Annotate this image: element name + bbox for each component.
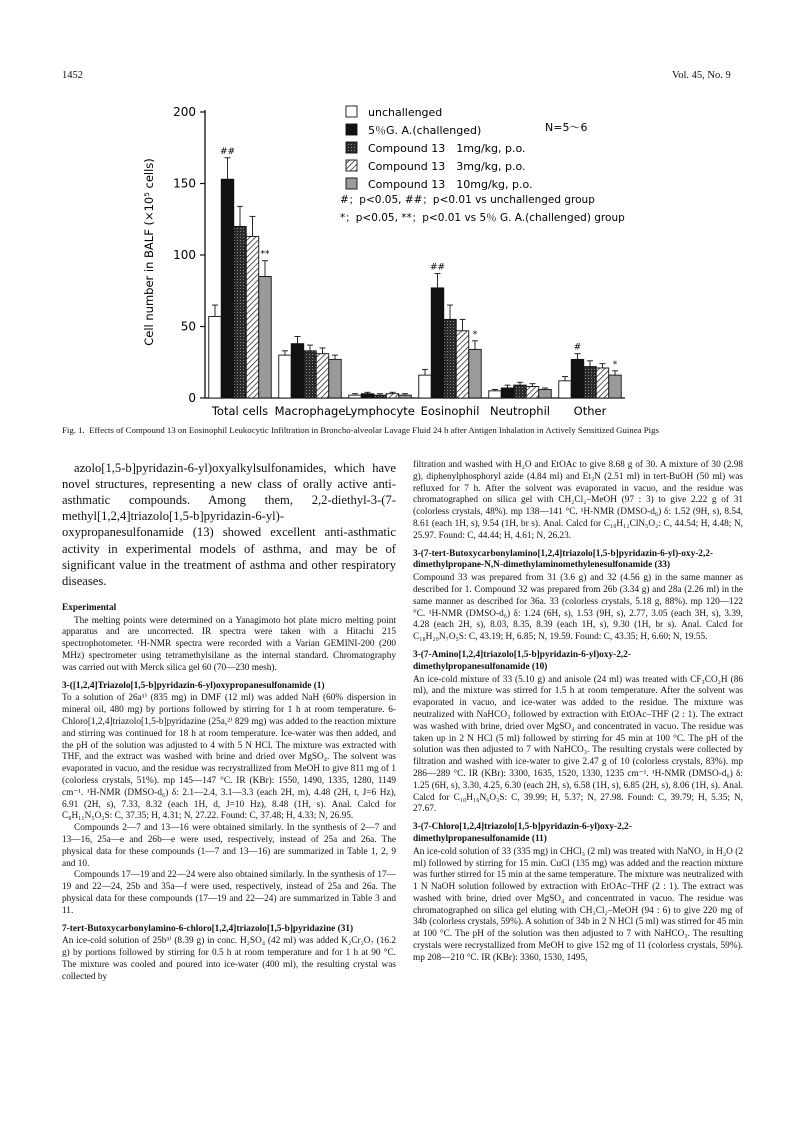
bar [246, 236, 259, 398]
compound-11-paragraph: An ice-cold solution of 33 (335 mg) in CHCl₃ (2 ml) was treated with NaNO₂ in H₂O (2 ml) followed by stirring for 15 min. CuCl (135 mg) was added and the reaction mixture was further stirred for 15 min at the same temperature. The mixture was neutralized with 1 N NaOH solution followed by extraction with EtOAc–THF (2 : 1). The extract was washed with brine, dried over MgSO₄ and concentrated in vacuo. The residue was chromatographed on silica gel eluting with CH₂Cl₂–MeOH (94 : 6) to give 220 mg of 34b (colorless crystals, 59%). A solution of 34b in 2 N HCl (5 ml) was stirred for 45 min at 100 °C. The pH of the solution was then adjusted to 7 with NaHCO₃. The resulting crystals were recrystallized from MeOH to give 152 mg of 11 (colorless crystals, 59%). mp 208—210 °C. IR (KBr): 3360, 1530, 1495, [413, 846, 744, 963]
significance-mark: # [573, 342, 582, 353]
category-label: Macrophage [274, 404, 346, 418]
bar [329, 359, 342, 398]
significance-mark: ## [429, 262, 446, 273]
significance-mark: * [472, 329, 478, 340]
significance-note-2: *；p<0.05, **；p<0.01 vs 5％ G. A.(challenged) group [340, 212, 625, 224]
category-label: Total cells [211, 404, 269, 418]
bar [304, 351, 317, 398]
bar [526, 387, 539, 398]
y-axis-label: Cell number in BALF (×10⁵ cells) [142, 158, 156, 346]
left-column [62, 460, 396, 984]
bar [291, 344, 304, 398]
bar [234, 226, 247, 398]
bar [316, 354, 329, 398]
bar [456, 331, 469, 398]
compound-33-heading: 3-(7-tert-Butoxycarbonylamino[1,2,4]triazolo[1,5-b]pyridazin-6-yl)-oxy-2,2-dimethylpropane-N,N-dimethylaminomethylenesulfonamide (33) [413, 548, 714, 571]
compounds-2-16-paragraph: Compounds 2—7 and 13—16 were obtained similarly. In the synthesis of 2—7 and 13—16, 25a—e and 26b—e were used, respectively, instead of 25a and 26a. The physical data for these compounds (1—7 and 13—16) are summarized in Table 1, 2, 9 and 10. [62, 823, 396, 869]
compound-31-paragraph: An ice-cold solution of 25b³⁾ (8.39 g) in conc. H₂SO₄ (42 ml) was added K₂Cr₂O₇ (16.2 g) by portions followed by stirring for 0.5 h at room temperature and for 1 h at 90 °C. The mixture was cooled and poured into ice-water (400 ml), the resulting crystal was collected by [62, 936, 396, 982]
abstract-tail: azolo[1,5-b]pyridazin-6-yl)oxyalkylsulfonamides, which have novel structures, representing a new class of orally active anti-asthmatic compounds. Among them, 2,2-diethyl-3-(7-methyl[1,2,4]triazolo[1,5-b]pyridazin-6-yl)-oxypropanesulfonamide (13) showed excellent anti-asthmatic activity in experimental models of asthma, and may be of significant value in the treatment of asthma and other respiratory diseases. [62, 461, 396, 588]
bar [584, 367, 597, 398]
bar [221, 179, 234, 398]
bar [259, 276, 272, 398]
bar [596, 368, 609, 398]
n-note: N=5～6 [545, 121, 588, 134]
y-tick-label: 150 [173, 176, 196, 191]
significance-mark: ** [260, 249, 270, 260]
figure-caption [62, 425, 742, 436]
legend-swatch [346, 124, 357, 135]
bar [571, 359, 584, 398]
right-column [413, 460, 743, 965]
experimental-paragraph: The melting points were determined on a Yanagimoto hot plate micro melting point apparatus and are uncorrected. IR spectra were taken with a Hitachi 215 spectrophotometer. ¹H-NMR spectra were recorded with a Varian GEMINI-200 (200 MHz) spectrometer using tetramethylsilane as the internal standard. Chromatography was carried out with Merck silica gel 60 (70—230 mesh). [62, 615, 396, 673]
significance-note-1: #；p<0.05, ##；p<0.01 vs unchallenged group [340, 194, 595, 206]
compound-1-heading: 3-([1,2,4]Triazolo[1,5-b]pyridazin-6-yl)oxypropanesulfonamide (1) [62, 680, 325, 691]
category-label: Eosinophil [420, 404, 480, 418]
legend-entry: Compound 13 3mg/kg, p.o. [368, 160, 526, 173]
category-label: Other [573, 404, 607, 418]
legend-swatch [346, 106, 357, 117]
bar [501, 388, 514, 398]
bar [559, 381, 572, 398]
bar [419, 375, 432, 398]
bar [399, 395, 412, 398]
legend-swatch [346, 160, 357, 171]
bar [361, 394, 374, 398]
bar [489, 391, 502, 398]
y-tick-label: 200 [173, 105, 196, 119]
bar [349, 395, 362, 398]
bar [539, 389, 552, 398]
legend-entry: Compound 13 1mg/kg, p.o. [368, 142, 526, 155]
compound-33-paragraph: Compound 33 was prepared from 31 (3.6 g) and 32 (4.56 g) in the same manner as described for 1. Compound 32 was prepared from 26b (3.34 g) and 28a (2.26 ml) in the same manner as described for 36a. 33 (colorless crystals, 5.18 g, 88%). mp 120—122 °C. ¹H-NMR (DMSO-d₆) δ: 1.24 (6H, s), 1.53 (9H, s), 2.77, 3.05 (each 3H, s), 3.39, 4.28 (each 2H, s), 8.03, 8.35, 8.39 (each 1H, s), 9.30 (1H, br s). Anal. Calcd for C₁₈H₂₉N₇O₅S: C, 43.19; H, 6.85; N, 19.59. Found: C, 43.35; H, 6.60; N, 19.55. [413, 573, 743, 643]
figure-1-chart [0, 0, 793, 425]
y-tick-label: 50 [180, 319, 196, 334]
legend-swatch [346, 142, 357, 153]
bar [386, 394, 399, 398]
bar [514, 385, 527, 398]
journal-volume: Vol. 45, No. 9 [672, 70, 731, 81]
caption-text: Effects of Compound 13 on Eosinophil Leukocytic Infiltration in Broncho-alveolar Lavage Fluid 24 h after Antigen Inhalation in Actively Sensitized Guinea Pigs [89, 425, 659, 435]
page-number: 1452 [62, 70, 83, 81]
significance-mark: * [612, 359, 618, 370]
bar [469, 349, 482, 398]
significance-mark: ## [219, 146, 236, 157]
compound-10-paragraph: An ice-cold mixture of 33 (5.10 g) and anisole (24 ml) was treated with CF₃CO₂H (86 ml), and the mixture was stirred for 1.5 h at room temperature. After the solvent was evaporated in vacuo, and ice-water was added to the residue. The mixture was neutralized with NaHCO₃ followed by extraction with EtOAc–THF (2 : 1). The extract was washed with brine, dried over MgSO₄ and concentrated in vacuo. The residue was taken up in 2 N HCl (5 ml) followed by stirring for 45 min at 100 °C. The pH of the solution was then adjusted to 7 with NaHCO₃. The resulting crystals were collected by filtration and washed with ice-water to give 2.47 g of 10 (colorless crystals, 83%). mp 286—289 °C. IR (KBr): 3300, 1635, 1520, 1330, 1235 cm⁻¹. ¹H-NMR (DMSO-d₆) δ: 1.25 (6H, s), 3.30, 4.25, 6.30 (each 2H, s), 6.58 (1H, s), 6.85 (2H, s), 8.06 (1H, s). Anal. Calcd for C₁₀H₁₆N₆O₃S: C, 39.99; H, 5.37; N, 27.98. Found: C, 39.79; H, 5.35; N, 27.67. [413, 674, 743, 815]
compound-31-heading: 7-tert-Butoxycarbonylamino-6-chloro[1,2,4]triazolo[1,5-b]pyridazine (31) [62, 923, 354, 934]
legend-entry: Compound 13 10mg/kg, p.o. [368, 178, 533, 191]
bar [431, 288, 444, 398]
y-tick-label: 0 [188, 391, 196, 405]
caption-label: Fig. 1. [62, 425, 85, 435]
legend-entry: 5％G. A.(challenged) [368, 124, 482, 137]
compound-11-heading: 3-(7-Chloro[1,2,4]triazolo[1,5-b]pyridazin-6-yl)oxy-2,2-dimethylpropanesulfonamide (11) [413, 822, 632, 844]
bar [609, 375, 622, 398]
continued-paragraph: filtration and washed with H₂O and EtOAc to give 8.68 g of 30. A mixture of 30 (2.98 g), diphenylphosphoryl azide (4.84 ml) and Et₃N (2.51 ml) in tert-BuOH (50 ml) was refluxed for 7 h. After the solvent was evaporated in vacuo, and the residue was chromatographed on silica gel with CH₂Cl₂–MeOH (97 : 3) to give 2.22 g of 31 (colorless crystals, 48%). mp 138—141 °C. ¹H-NMR (DMSO-d₆) δ: 1.52 (9H, s), 8.54, 8.61 (each 1H, s), 9.54 (1H, br s). Anal. Calcd for C₁₀H₁₂ClN₅O₂: C, 44.54; H, 4.48; N, 25.97. Found: C, 44.44; H, 4.61; N, 26.23. [413, 460, 743, 541]
compound-1-paragraph: To a solution of 26a¹⁾ (835 mg) in DMF (12 ml) was added NaH (60% dispersion in mineral oil, 480 mg) by portions followed by stirring for 1 h at room temperature. 6-Chloro[1,2,4]triazolo[1,5-b]pyridazine (25a,²⁾ 829 mg) was added to the reaction mixture and stirring was continued for 18 h at room temperature. Ice-water was then added, and the pH of the solution was adjusted to 4 with 5 N HCl. The mixture was extracted with THF, and the extract was washed with brine and dried over MgSO₄. The solvent was evaporated in vacuo, and the residue was recrystrallized from MeOH to give 811 mg of 1 (colorless crystals, 51%). mp 145—147 °C. IR (KBr): 1550, 1490, 1335, 1280, 1149 cm⁻¹. ¹H-NMR (DMSO-d₆) δ: 2.1—2.4, 3.1—3.3 (each 2H, m), 4.48 (2H, t, J=6 Hz), 6.91 (2H, s), 7.33, 8.32 (each 1H, d, J=10 Hz), 8.48 (1H, s). Anal. Calcd for C₈H₁₁N₅O₃S: C, 37.35; H, 4.31; N, 27.22. Found: C, 37.48; H, 4.33; N, 26.95. [62, 693, 396, 822]
bar [209, 316, 222, 398]
experimental-heading: Experimental [62, 602, 117, 613]
compounds-17-24-paragraph: Compounds 17—19 and 22—24 were also obtained similarly. In the synthesis of 17—19 and 22—24, 25b and 35a—f were used, respectively, instead of 25a and 26a. The physical data for these compounds (17—19 and 22—24) are summarized in Table 3 and 11. [62, 870, 396, 916]
category-label: Neutrophil [490, 404, 550, 418]
y-tick-label: 100 [173, 248, 196, 262]
compound-10-heading: 3-(7-Amino[1,2,4]triazolo[1,5-b]pyridazin-6-yl)oxy-2,2-dimethylpropanesulfonamide (10) [413, 649, 631, 672]
category-label: Lymphocyte [345, 404, 415, 418]
bar [444, 319, 457, 398]
bar [374, 395, 387, 398]
legend-swatch [346, 178, 357, 189]
bar [279, 355, 292, 398]
legend-entry: unchallenged [368, 106, 443, 119]
